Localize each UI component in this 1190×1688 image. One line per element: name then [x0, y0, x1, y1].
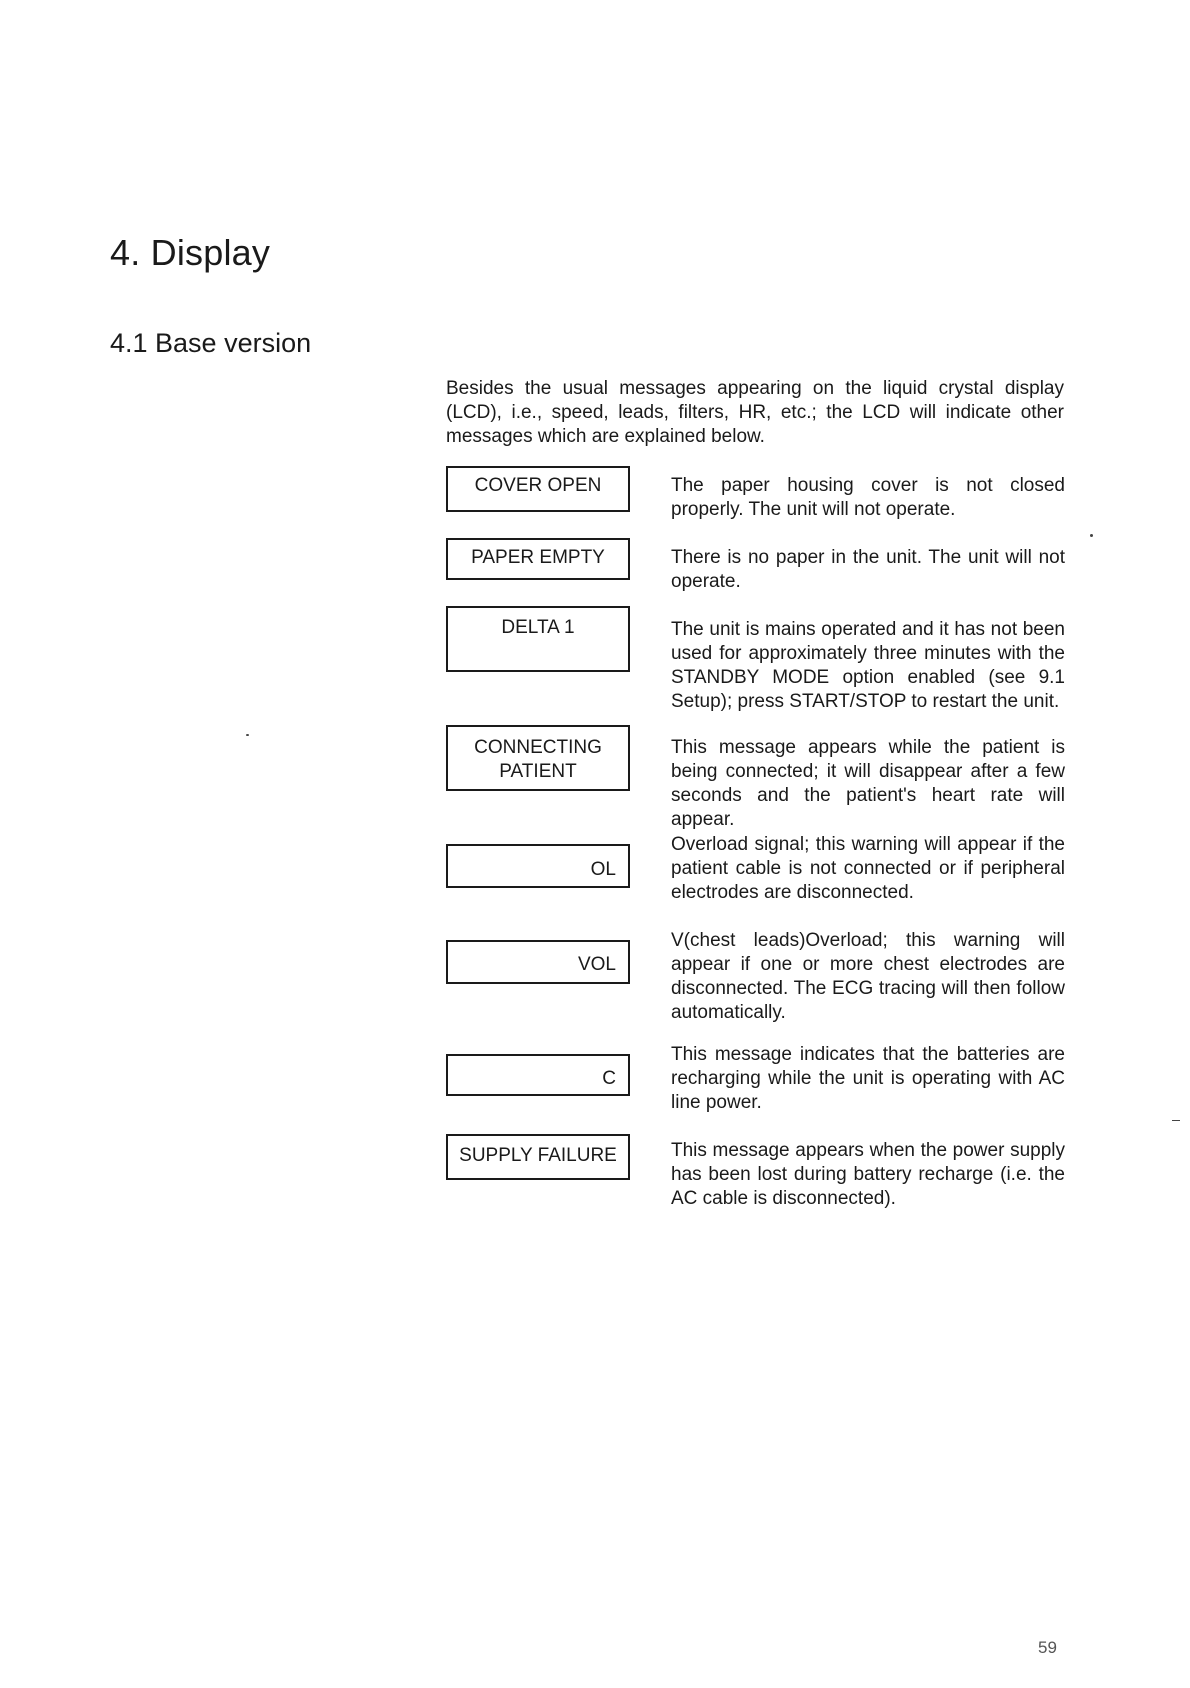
lcd-message-box: [446, 1054, 630, 1096]
message-description: There is no paper in the unit. The unit will not operate.: [671, 547, 1065, 592]
lcd-message-text: DELTA 1: [501, 617, 575, 638]
lcd-message-box: [446, 466, 630, 512]
message-description: This message appears while the patient is being connected; it will disappear after a few seconds and the patient's heart rate will appear.: [671, 737, 1065, 830]
lcd-message-box: [446, 1134, 630, 1180]
lcd-message-text: SUPPLY FAILURE: [459, 1145, 617, 1166]
lcd-message-text: COVER OPEN: [474, 475, 602, 496]
lcd-message-box: [446, 606, 630, 672]
message-description: V(chest leads)Overload; this warning will appear if one or more chest electrodes are disconnected. The ECG tracing will then follow automatically.: [671, 930, 1065, 1023]
lcd-message-text: PAPER EMPTY: [471, 547, 605, 568]
section-title: 4.1 Base version: [110, 328, 312, 358]
lcd-message-box: [446, 538, 630, 580]
lcd-message-text: VOL: [577, 954, 616, 975]
message-description: Overload signal; this warning will appear if the patient cable is not connected or if peripheral electrodes are disconnected.: [671, 834, 1065, 903]
lcd-message-text: OL: [590, 859, 616, 880]
message-description: The unit is mains operated and it has not been used for approximately three minutes with the STANDBY MODE option enabled (see 9.1 Setup); press START/STOP to restart the unit.: [671, 619, 1065, 712]
scan-speck: [1090, 534, 1093, 537]
page-number: 59: [1038, 1638, 1057, 1657]
intro-paragraph: Besides the usual messages appearing on the liquid crystal display (LCD), i.e., speed, leads, filters, HR, etc.; the LCD will indicate other messages which are explained below.: [446, 378, 1064, 447]
message-description: This message appears when the power supply has been lost during battery recharge (i.e. the AC cable is disconnected).: [671, 1140, 1065, 1209]
scan-speck: [1172, 1120, 1180, 1121]
scan-speck: [246, 734, 249, 736]
message-description: This message indicates that the batteries are recharging while the unit is operating with AC line power.: [671, 1044, 1065, 1113]
lcd-message-box: [446, 844, 630, 888]
lcd-message-text: CONNECTING PATIENT: [474, 737, 602, 782]
lcd-message-box: [446, 725, 630, 791]
message-description: The paper housing cover is not closed properly. The unit will not operate.: [671, 475, 1065, 520]
lcd-message-text: C: [602, 1068, 616, 1089]
lcd-message-box: [446, 940, 630, 984]
chapter-title: 4. Display: [110, 232, 271, 273]
